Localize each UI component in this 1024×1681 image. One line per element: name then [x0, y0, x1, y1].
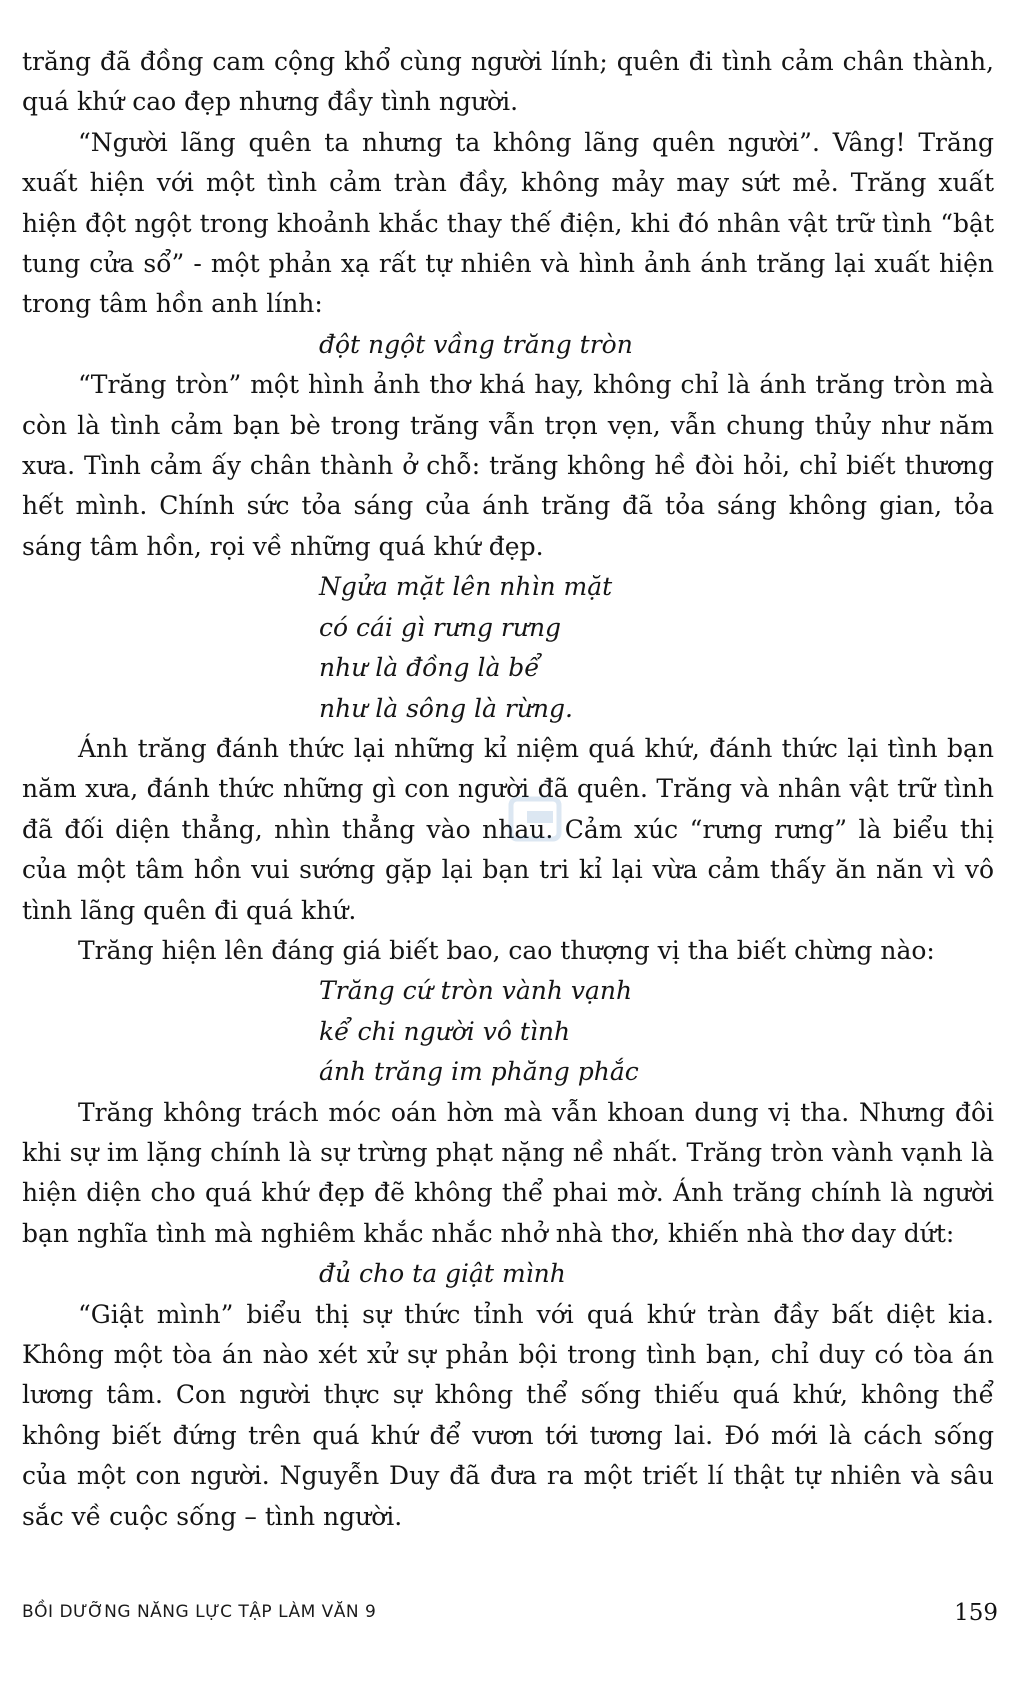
- poem-excerpt: [22, 325, 994, 365]
- verse-line: đột ngột vầng trăng tròn: [319, 329, 633, 359]
- paragraph: Trăng không trách móc oán hờn mà vẫn khoan dung vị tha. Nhưng đôi khi sự im lặng chính là sự trừng phạt nặng nề nhất. Trăng tròn vành vạnh là hiện diện cho quá khứ đẹp đẽ không thể phai mờ. Ánh trăng chính là người bạn nghĩa tình mà nghiêm khắc nhắc nhở nhà thơ, khiến nhà thơ day dứt:: [22, 1097, 994, 1248]
- paragraph: Ánh trăng đánh thức lại những kỉ niệm quá khứ, đánh thức lại tình bạn năm xưa, đánh thức những gì con người đã quên. Trăng và nhân vật trữ tình đã đối diện thẳng, nhìn thẳng vào nhau. Cảm xúc “rưng rưng” là biểu thị của một tâm hồn vui sướng gặp lại bạn tri kỉ lại vừa cảm thấy ăn năn vì vô tình lãng quên đi quá khứ.: [22, 733, 994, 925]
- watermark-logo: [505, 795, 565, 843]
- paragraph: trăng đã đồng cam cộng khổ cùng người lính; quên đi tình cảm chân thành, quá khứ cao đẹp nhưng đầy tình người.: [22, 47, 994, 117]
- page-body: [22, 42, 994, 1537]
- verse-line: đủ cho ta giật mình: [319, 1259, 566, 1289]
- book-title: BỒI DƯỠNG NĂNG LỰC TẬP LÀM VĂN 9: [22, 1602, 377, 1622]
- paragraph: “Giật mình” biểu thị sự thức tỉnh với quá khứ tràn đầy bất diệt kia. Không một tòa án nào xét xử sự phản bội trong tình bạn, chỉ duy có tòa án lương tâm. Con người thực sự không thể sống thiếu quá khứ, không thể không biết đứng trên quá khứ để vươn tới tương lai. Đó mới là cách sống của một con người. Nguyễn Duy đã đưa ra một triết lí thật tự nhiên và sâu sắc về cuộc sống – tình người.: [22, 1299, 994, 1531]
- verse-line: có cái gì rưng rưng: [319, 612, 562, 642]
- poem-excerpt: [22, 567, 994, 729]
- poem-excerpt: [22, 971, 994, 1092]
- verse-line: Trăng cứ tròn vành vạnh: [319, 976, 633, 1006]
- page-number: 159: [954, 1600, 998, 1626]
- verse-line: như là sông là rừng.: [319, 693, 573, 723]
- verse-line: Ngửa mặt lên nhìn mặt: [319, 572, 613, 602]
- paragraph: “Người lãng quên ta nhưng ta không lãng quên người”. Vâng! Trăng xuất hiện với một tình cảm tràn đầy, không mảy may sứt mẻ. Trăng xuất hiện đột ngột trong khoảnh khắc thay thế điện, khi đó nhân vật trữ tình “bật tung cửa sổ” - một phản xạ rất tự nhiên và hình ảnh ánh trăng lại xuất hiện trong tâm hồn anh lính:: [22, 127, 994, 319]
- verse-line: như là đồng là bể: [319, 653, 540, 683]
- paragraph: “Trăng tròn” một hình ảnh thơ khá hay, không chỉ là ánh trăng tròn mà còn là tình cảm bạn bè trong trăng vẫn trọn vẹn, vẫn chung thủy như năm xưa. Tình cảm ấy chân thành ở chỗ: trăng không hề đòi hỏi, chỉ biết thương hết mình. Chính sức tỏa sáng của ánh trăng đã tỏa sáng không gian, tỏa sáng tâm hồn, rọi về những quá khứ đẹp.: [22, 370, 994, 561]
- verse-line: kể chi người vô tình: [319, 1016, 571, 1046]
- paragraph: Trăng hiện lên đáng giá biết bao, cao thượng vị tha biết chừng nào:: [78, 935, 935, 965]
- verse-line: ánh trăng im phăng phắc: [319, 1057, 639, 1087]
- poem-excerpt: [22, 1254, 994, 1294]
